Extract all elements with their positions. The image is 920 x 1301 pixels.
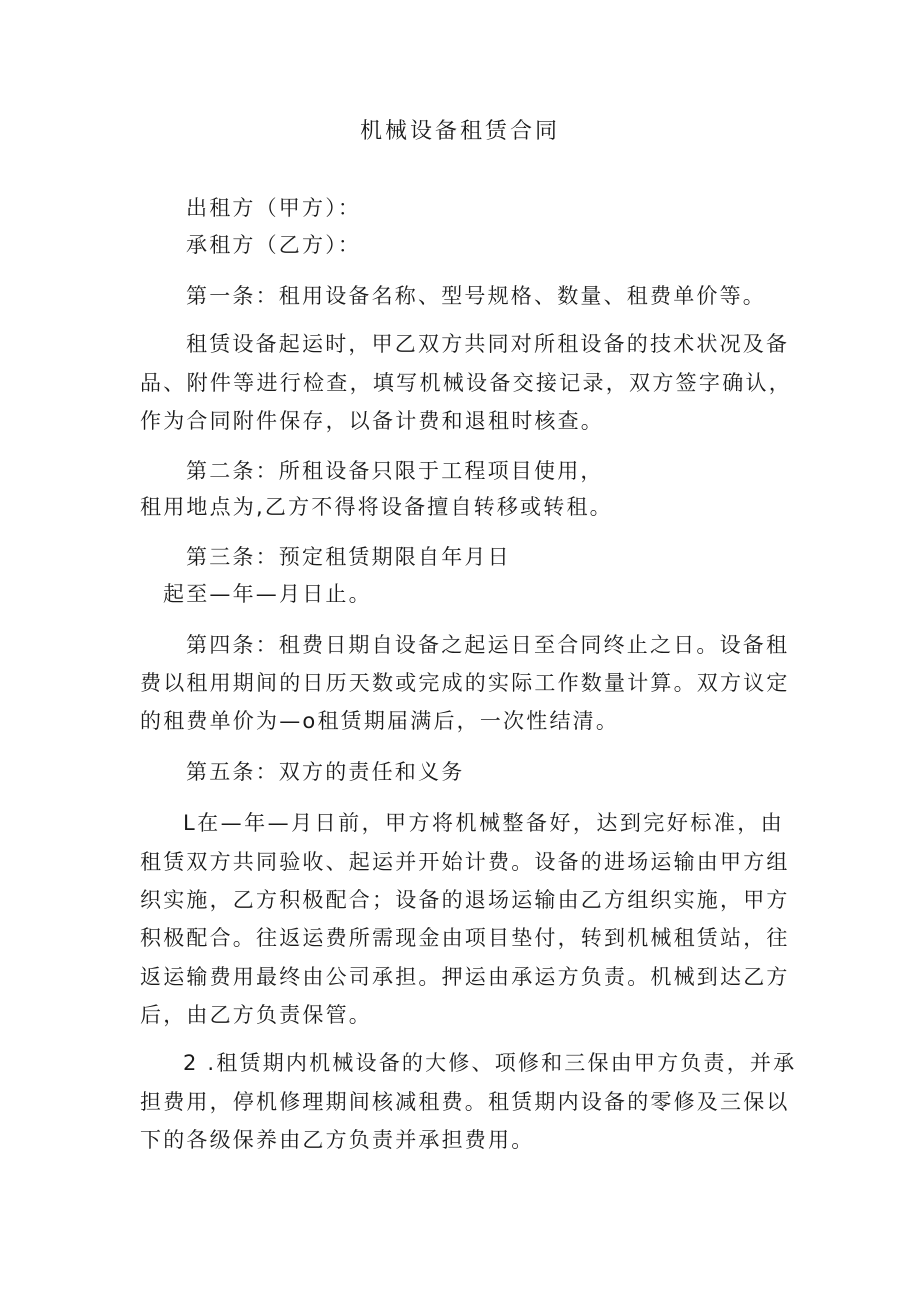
- document-title: 机械设备租赁合同: [359, 119, 560, 144]
- lessee-label: 承租方（乙方）：: [186, 233, 362, 257]
- paragraph-line: L在—年—月日前，甲方将机械整备好，达到完好标准，由: [183, 811, 784, 835]
- paragraph-line: 积极配合。往返运费所需现金由项目垫付，转到机械租赁站，往: [140, 926, 790, 950]
- paragraph-line: 第四条：租费日期自设备之起运日至合同终止之日。设备租: [186, 633, 790, 657]
- paragraph-line: 作为合同附件保存，以备计费和退租时核查。: [140, 409, 604, 433]
- lessor-label: 出租方（甲方）：: [186, 196, 362, 220]
- paragraph-line: 租赁双方共同验收、起运并开始计费。设备的进场运输由甲方组: [140, 850, 790, 874]
- paragraph-line: 担费用，停机修理期间核减租费。租赁期内设备的零修及三保以: [140, 1090, 790, 1114]
- paragraph-line: 织实施，乙方积极配合；设备的退场运输由乙方组织实施，甲方: [140, 888, 790, 912]
- paragraph-line: 返运输费用最终由公司承担。押运由承运方负责。机械到达乙方: [140, 965, 790, 989]
- paragraph-line: 第三条：预定租赁期限自年月日: [186, 545, 511, 569]
- paragraph-line: 品、附件等进行检查，填写机械设备交接记录，双方签字确认，: [140, 371, 792, 395]
- paragraph-line: 费以租用期间的日历天数或完成的实际工作数量计算。双方议定: [140, 671, 790, 695]
- paragraph-line: 起至—年—月日止。: [163, 582, 372, 606]
- paragraph-line: 后，由乙方负责保管。: [140, 1003, 372, 1027]
- paragraph-line: 2 .租赁期内机械设备的大修、项修和三保由甲方负责，并承: [183, 1051, 797, 1075]
- article-5: 第五条：双方的责任和义务: [186, 760, 465, 784]
- paragraph-line: 第二条：所租设备只限于工程项目使用，: [186, 459, 604, 483]
- paragraph-line: 租赁设备起运时，甲乙双方共同对所租设备的技术状况及备: [186, 332, 790, 356]
- paragraph-line: 的租费单价为—o租赁期届满后，一次性结清。: [140, 709, 620, 733]
- paragraph-line: 租用地点为,乙方不得将设备擅自转移或转租。: [140, 495, 613, 519]
- paragraph-line: 下的各级保养由乙方负责并承担费用。: [140, 1128, 535, 1152]
- article-1: 第一条：租用设备名称、型号规格、数量、租费单价等。: [186, 284, 766, 308]
